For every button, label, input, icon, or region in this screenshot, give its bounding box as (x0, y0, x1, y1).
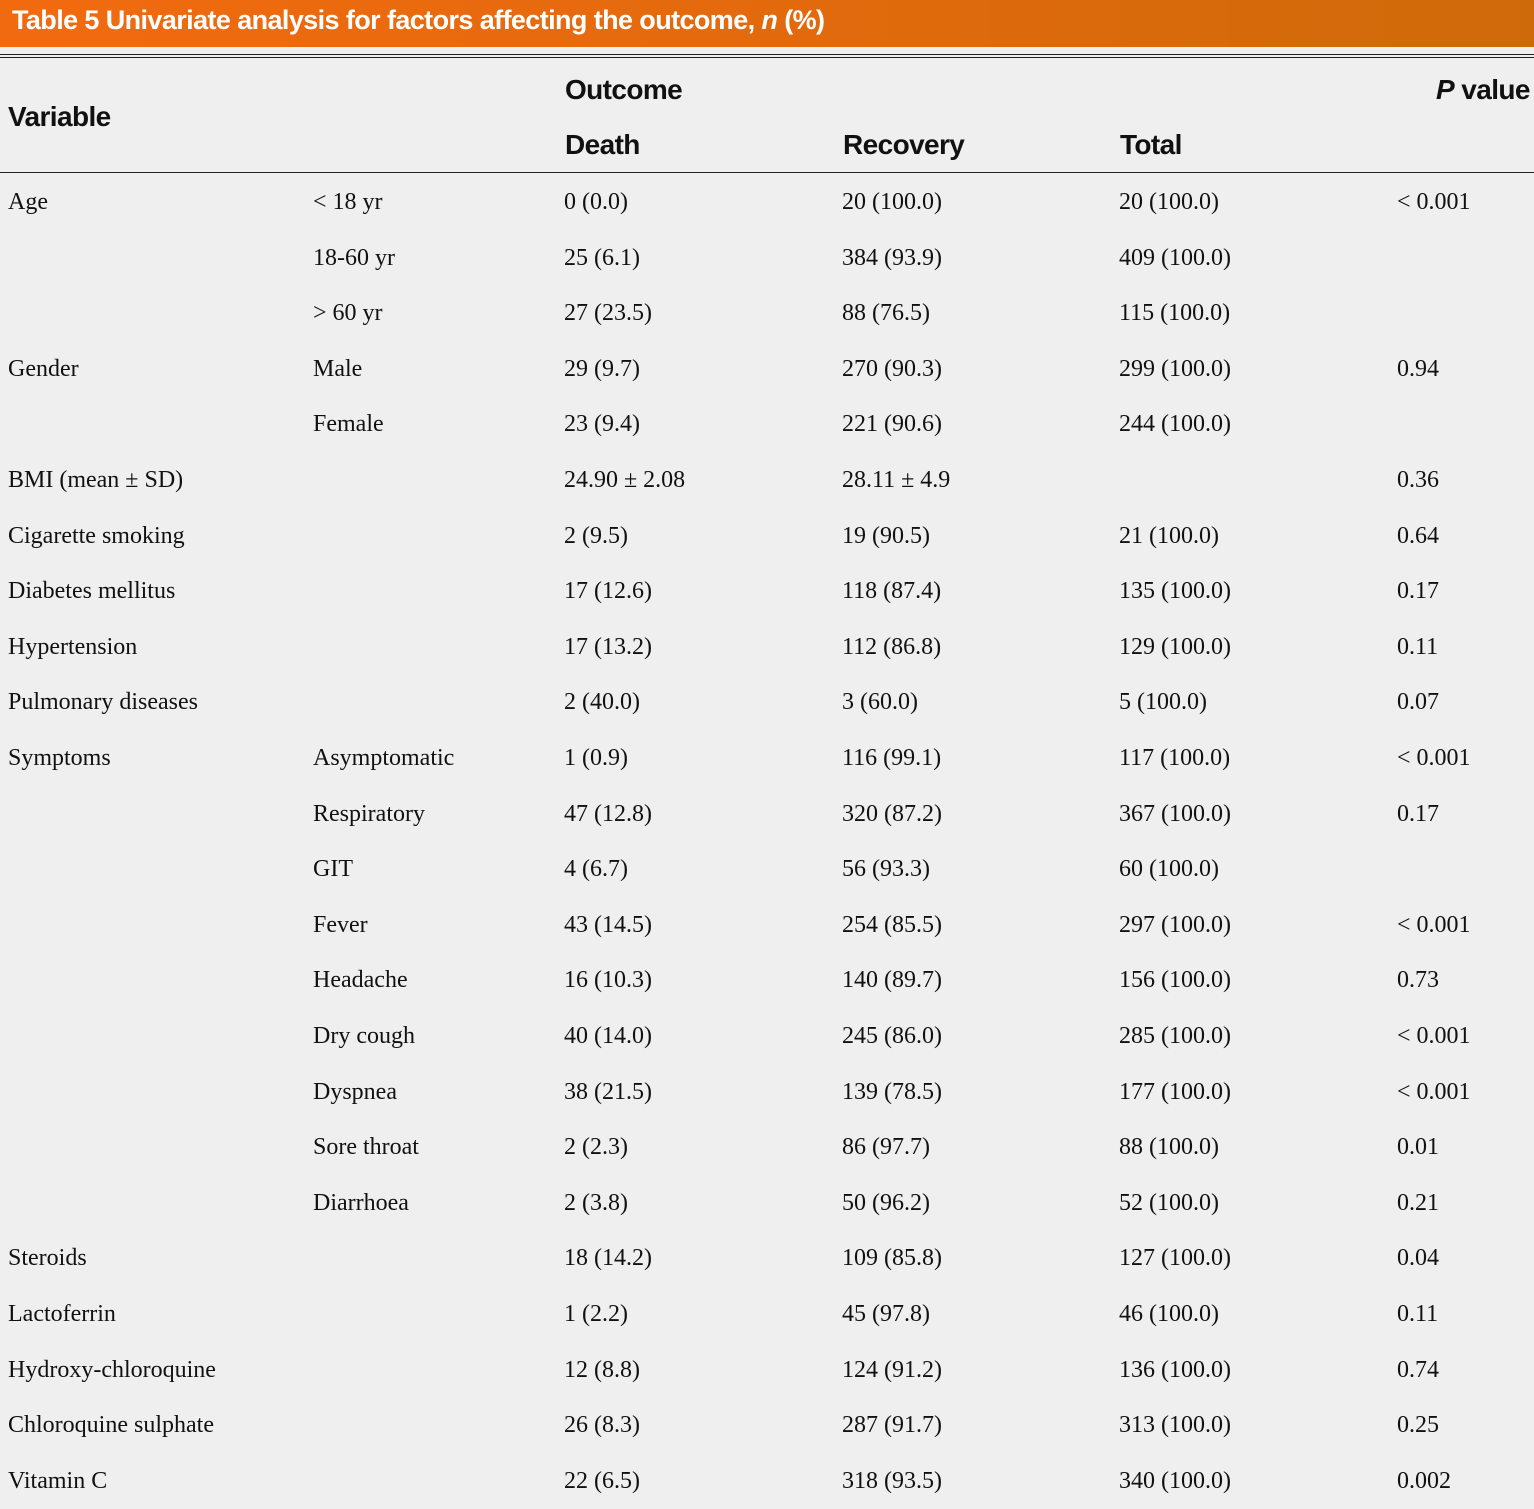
cell-death: 24.90 ± 2.08 (564, 467, 686, 493)
cell-death: 2 (40.0) (564, 689, 640, 715)
cell-recovery: 221 (90.6) (842, 411, 942, 437)
table-title-bar (0, 0, 1534, 47)
cell-p-value: 0.01 (1397, 1134, 1439, 1160)
header-p-rest: value (1454, 74, 1530, 105)
table-row (0, 1064, 1534, 1120)
table-title-suffix: (%) (777, 5, 825, 35)
cell-p-value: 0.25 (1397, 1412, 1439, 1438)
table-title-prefix: Table 5 Univariate analysis for factors affecting the outcome, (12, 5, 762, 35)
cell-variable: Steroids (8, 1245, 87, 1271)
cell-total: 313 (100.0) (1119, 1412, 1231, 1438)
cell-death: 16 (10.3) (564, 967, 652, 993)
cell-variable: Vitamin C (8, 1468, 108, 1494)
cell-subgroup: Diarrhoea (313, 1190, 409, 1216)
cell-variable: Hydroxy-chloroquine (8, 1357, 216, 1383)
cell-total: 340 (100.0) (1119, 1468, 1231, 1494)
cell-total: 156 (100.0) (1119, 967, 1231, 993)
cell-p-value: < 0.001 (1397, 745, 1471, 771)
table-row (0, 452, 1534, 508)
cell-total: 115 (100.0) (1119, 300, 1231, 326)
cell-death: 2 (3.8) (564, 1190, 628, 1216)
table-row (0, 1453, 1534, 1509)
cell-p-value: < 0.001 (1397, 1079, 1471, 1105)
header-death: Death (565, 129, 640, 160)
top-rule-thin-2 (0, 57, 1534, 58)
cell-death: 26 (8.3) (564, 1412, 640, 1438)
cell-total: 21 (100.0) (1119, 523, 1219, 549)
cell-total: 127 (100.0) (1119, 1245, 1231, 1271)
cell-recovery: 109 (85.8) (842, 1245, 942, 1271)
cell-variable: Symptoms (8, 745, 111, 771)
cell-total: 117 (100.0) (1119, 745, 1231, 771)
cell-total: 129 (100.0) (1119, 634, 1231, 660)
cell-p-value: 0.73 (1397, 967, 1439, 993)
cell-total: 409 (100.0) (1119, 245, 1231, 271)
cell-p-value: 0.36 (1397, 467, 1439, 493)
cell-recovery: 287 (91.7) (842, 1412, 942, 1438)
cell-p-value: < 0.001 (1397, 1023, 1471, 1049)
cell-variable: Lactoferrin (8, 1301, 116, 1327)
cell-recovery: 56 (93.3) (842, 856, 930, 882)
table-row (0, 1342, 1534, 1398)
cell-subgroup: Sore throat (313, 1134, 419, 1160)
table-row (0, 619, 1534, 675)
cell-recovery: 320 (87.2) (842, 801, 942, 827)
cell-total: 244 (100.0) (1119, 411, 1231, 437)
table-row (0, 285, 1534, 341)
cell-variable: Cigarette smoking (8, 523, 185, 549)
cell-p-value: 0.07 (1397, 689, 1439, 715)
header-bottom-rule (0, 172, 1534, 173)
cell-p-value: 0.04 (1397, 1245, 1439, 1271)
cell-variable: Pulmonary diseases (8, 689, 198, 715)
table-row (0, 674, 1534, 730)
cell-recovery: 124 (91.2) (842, 1357, 942, 1383)
table-row (0, 341, 1534, 397)
cell-p-value: < 0.001 (1397, 189, 1471, 215)
cell-death: 27 (23.5) (564, 300, 652, 326)
table-title-n: n (761, 5, 778, 35)
cell-subgroup: Respiratory (313, 801, 425, 827)
table-row (0, 1119, 1534, 1175)
cell-subgroup: Fever (313, 912, 368, 938)
cell-recovery: 270 (90.3) (842, 356, 942, 382)
cell-total: 46 (100.0) (1119, 1301, 1219, 1327)
header-variable: Variable (8, 101, 111, 132)
cell-variable: BMI (mean ± SD) (8, 467, 184, 493)
cell-subgroup: 18-60 yr (313, 245, 395, 271)
cell-recovery: 118 (87.4) (842, 578, 942, 604)
cell-variable: Age (8, 189, 48, 215)
table-row (0, 563, 1534, 619)
cell-recovery: 20 (100.0) (842, 189, 942, 215)
cell-variable: Gender (8, 356, 79, 382)
cell-subgroup: Dyspnea (313, 1079, 397, 1105)
cell-subgroup: GIT (313, 856, 353, 882)
cell-death: 38 (21.5) (564, 1079, 652, 1105)
cell-death: 22 (6.5) (564, 1468, 640, 1494)
cell-death: 17 (13.2) (564, 634, 652, 660)
table-row (0, 396, 1534, 452)
cell-variable: Hypertension (8, 634, 138, 660)
cell-total: 285 (100.0) (1119, 1023, 1231, 1049)
cell-death: 1 (0.9) (564, 745, 628, 771)
cell-subgroup: Female (313, 411, 384, 437)
cell-recovery: 88 (76.5) (842, 300, 930, 326)
table-row (0, 508, 1534, 564)
table-row (0, 174, 1534, 230)
cell-total: 5 (100.0) (1119, 689, 1207, 715)
cell-death: 4 (6.7) (564, 856, 628, 882)
cell-death: 0 (0.0) (564, 189, 628, 215)
cell-p-value: 0.21 (1397, 1190, 1439, 1216)
table-row (0, 1230, 1534, 1286)
cell-total: 299 (100.0) (1119, 356, 1231, 382)
cell-death: 17 (12.6) (564, 578, 652, 604)
table-row (0, 1175, 1534, 1231)
table-row (0, 1286, 1534, 1342)
cell-p-value: 0.002 (1397, 1468, 1451, 1494)
cell-death: 1 (2.2) (564, 1301, 628, 1327)
cell-subgroup: < 18 yr (313, 189, 383, 215)
cell-subgroup: Dry cough (313, 1023, 415, 1049)
header-p-value (1436, 74, 1530, 106)
table-row (0, 786, 1534, 842)
cell-recovery: 19 (90.5) (842, 523, 930, 549)
cell-death: 40 (14.0) (564, 1023, 652, 1049)
cell-death: 12 (8.8) (564, 1357, 640, 1383)
cell-recovery: 318 (93.5) (842, 1468, 942, 1494)
table-row (0, 952, 1534, 1008)
cell-total: 136 (100.0) (1119, 1357, 1231, 1383)
header-outcome: Outcome (565, 74, 683, 105)
cell-total: 367 (100.0) (1119, 801, 1231, 827)
cell-recovery: 116 (99.1) (842, 745, 942, 771)
cell-p-value: 0.74 (1397, 1357, 1439, 1383)
cell-subgroup: Headache (313, 967, 408, 993)
top-rule-thin (0, 54, 1534, 55)
header-recovery: Recovery (843, 129, 965, 160)
cell-total: 20 (100.0) (1119, 189, 1219, 215)
cell-recovery: 254 (85.5) (842, 912, 942, 938)
cell-recovery: 45 (97.8) (842, 1301, 930, 1327)
cell-variable: Chloroquine sulphate (8, 1412, 214, 1438)
cell-total: 60 (100.0) (1119, 856, 1219, 882)
table-title (12, 5, 824, 36)
cell-death: 18 (14.2) (564, 1245, 652, 1271)
cell-recovery: 384 (93.9) (842, 245, 942, 271)
cell-p-value: 0.17 (1397, 578, 1439, 604)
cell-death: 25 (6.1) (564, 245, 640, 271)
cell-subgroup: Male (313, 356, 363, 382)
cell-death: 23 (9.4) (564, 411, 640, 437)
cell-p-value: 0.94 (1397, 356, 1439, 382)
cell-recovery: 28.11 ± 4.9 (842, 467, 951, 493)
table-row (0, 1008, 1534, 1064)
cell-recovery: 139 (78.5) (842, 1079, 942, 1105)
table-row (0, 230, 1534, 286)
cell-recovery: 50 (96.2) (842, 1190, 930, 1216)
cell-total: 177 (100.0) (1119, 1079, 1231, 1105)
cell-death: 2 (2.3) (564, 1134, 628, 1160)
cell-total: 88 (100.0) (1119, 1134, 1219, 1160)
table-row (0, 1397, 1534, 1453)
table-row (0, 897, 1534, 953)
cell-recovery: 112 (86.8) (842, 634, 942, 660)
cell-total: 297 (100.0) (1119, 912, 1231, 938)
cell-p-value: < 0.001 (1397, 912, 1471, 938)
cell-variable: Diabetes mellitus (8, 578, 176, 604)
table-row (0, 841, 1534, 897)
cell-subgroup: Asymptomatic (313, 745, 455, 771)
cell-p-value: 0.11 (1397, 634, 1439, 660)
cell-p-value: 0.64 (1397, 523, 1439, 549)
cell-recovery: 245 (86.0) (842, 1023, 942, 1049)
cell-death: 43 (14.5) (564, 912, 652, 938)
cell-subgroup: > 60 yr (313, 300, 383, 326)
cell-p-value: 0.17 (1397, 801, 1439, 827)
cell-total: 52 (100.0) (1119, 1190, 1219, 1216)
header-total: Total (1120, 129, 1182, 160)
cell-total: 135 (100.0) (1119, 578, 1231, 604)
cell-death: 29 (9.7) (564, 356, 640, 382)
table-row (0, 730, 1534, 786)
cell-recovery: 3 (60.0) (842, 689, 918, 715)
header-p-italic: P (1436, 74, 1455, 105)
cell-recovery: 86 (97.7) (842, 1134, 930, 1160)
cell-death: 2 (9.5) (564, 523, 628, 549)
cell-p-value: 0.11 (1397, 1301, 1439, 1327)
cell-death: 47 (12.8) (564, 801, 652, 827)
cell-recovery: 140 (89.7) (842, 967, 942, 993)
